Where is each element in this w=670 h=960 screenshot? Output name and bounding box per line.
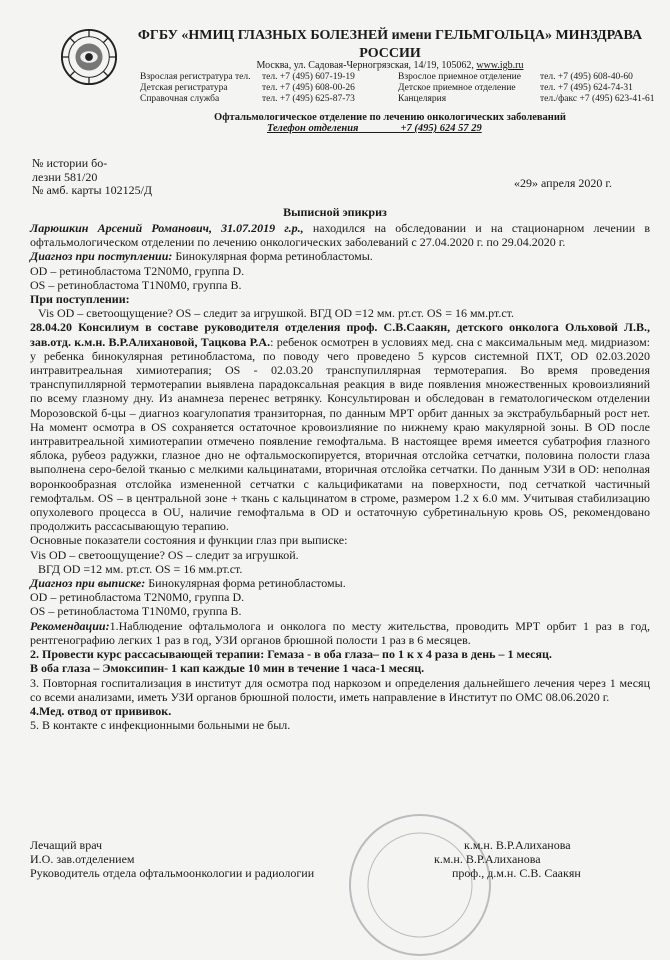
discharge-diagnosis-os: OS – ретинобластома T1N0M0, группа В. (30, 604, 242, 619)
recommendation-1 (30, 619, 650, 647)
recommendation-2b: В оба глаза – Эмоксипин- 1 кап каждые 10 мин в течение 1 часа-1 месяц. (30, 661, 425, 676)
contact-label: Взрослое приемное отделение (398, 72, 521, 82)
contact-row (140, 94, 355, 105)
contact-value: тел. +7 (495) 625-87-73 (262, 94, 355, 105)
contact-row (398, 94, 654, 105)
institution-address (120, 60, 660, 72)
patient-paragraph (30, 221, 650, 249)
patient-text: находился на обследовании и на стационарном лечении в офтальмологическом отделении по лечению онкологических заболеваний с 27.04.2020 г. по 29.04.2020 г. (30, 221, 651, 250)
contact-label: Детское приемное отделение (398, 83, 516, 94)
document-title: Выписной эпикриз (283, 205, 387, 219)
history-line-2: лезни 581/20 (32, 169, 98, 184)
contact-label: Канцелярия (398, 94, 447, 105)
on-admission-heading: При поступлении: (30, 292, 130, 307)
address-text: Москва, ул. Садовая-Черногрязская, 14/19, 105062, (256, 60, 477, 71)
patient-name: Ларюшкин Арсений Романович, 31.07.2019 г.р., (30, 221, 304, 235)
discharge-diagnosis-label: Диагноз при выписке: (30, 576, 146, 591)
document-date: «29» апреля 2020 г. (514, 176, 612, 190)
institute-logo-icon (60, 28, 118, 86)
contact-row (140, 72, 355, 83)
admission-diagnosis-os: OS – ретинобластома T1N0M0, группа В. (30, 277, 242, 292)
ambulatory-card-number: № амб. карты 102125/Д (32, 183, 153, 197)
contact-value: тел. +7 (495) 607-19-19 (262, 72, 355, 82)
discharge-diagnosis-text: Бинокулярная форма ретинобластомы. (145, 576, 346, 591)
admission-diagnosis (30, 249, 650, 263)
recommendations-label: Рекомендации: (30, 618, 110, 633)
department-phone (267, 123, 482, 134)
consilium-text: : ребенок осмотрен в условиях мед. сна с максимальным мед. мидриазом: у ребенка бинокулярная ретинобластома, по поводу чего проведено 5 курсов системной ПХТ, OD 02.03.2020 интравитреальная химиотерапия; OS - 02.03.20 транспупиллярная термотерапия. Во время проведения транспупиллярной термотерапии выявлена парадоксальная реакция в виде появления множественных кровоизлияний по всему глазному дну. Из анамнеза перенес ветрянку. Консультирован и обследован в гематологическом отделении Морозовской б-цы – диагноз коагулопатия транзиторная, по данным МРТ орбит данных за экстрабульбарный рост нет. На момент осмотра в OS сохраняется остаточное кровоизлияние по нижнему краю макулярной зоны. В OD после интравитреальной химиотерапии отмечено появление гемофтальма. В настоящее время имеется субатрофия глазного яблока, рубеоз радужки, глазное дно не офтальмоскопируется, вторичная отслойка сетчатки, половина полости глаза выполнена серо-белой тканью с мелкими кальцинатами, вторичная отслойка сетчатки. По данным УЗИ в OD: неполная воронкообразная отслойка измененной сетчатки с кальцификатами на поверхности, под сетчаткой частичный гемофтальм. OS – в центральной зоне + ткань с кальцинатом в строме, размером 1.2 x 6.0 мм. Учитывая стабилизацию опухолевого процесса в OU, наличие гемофтальма в OD и остаточную субретинальную кровь OS, рекомендовано продолжить рассасывающую терапию. (30, 334, 651, 534)
contact-label: Детская регистратура (140, 83, 228, 94)
phone-value: +7 (495) 624 57 29 (400, 123, 482, 134)
discharge-state-intro: Основные показатели состояния и функции глаз при выписке: (30, 533, 348, 548)
signature-roles (30, 838, 314, 881)
discharge-vis: Vis OD – светоощущение? OS – следит за игрушкой. (30, 547, 299, 562)
contact-value: тел. +7 (495) 608-40-60 (540, 72, 633, 82)
admission-diagnosis-od: OD – ретинобластома T2N0M0, группа D. (30, 263, 245, 278)
department-head-role: Руководитель отдела офтальмоонкологии и радиологии (30, 866, 315, 881)
institution-title (120, 27, 660, 63)
consilium-heading: 28.04.20 Консилиум в составе руководителя отделения проф. С.В.Саакян, детского онколога Ольховой Л.В., зав.отд. к.м.н. В.Р.Алихановой, Тацкова Р.А. (30, 320, 650, 349)
admission-diagnosis-text: Бинокулярная форма ретинобластомы. (172, 249, 373, 264)
discharge-diagnosis (30, 576, 650, 590)
contact-value: тел./факс +7 (495) 623-41-61 (540, 94, 655, 105)
phone-label: Телефон отделения (267, 123, 359, 134)
website-link[interactable]: www.igb.ru (476, 60, 524, 71)
department-name: Офтальмологическое отделение по лечению онкологических заболеваний (214, 112, 566, 123)
contact-row (140, 83, 355, 94)
attending-physician-role: Лечащий врач (30, 838, 103, 852)
on-admission-text: Vis OD – светоощущение? OS – следит за игрушкой. ВГД OD =12 мм. рт.ст. OS = 16 мм.рт.ст. (38, 306, 515, 321)
discharge-iop: ВГД OD =12 мм. рт.ст. OS = 16 мм.рт.ст. (38, 561, 243, 576)
recommendation-3: 3. Повторная госпитализация в институт для осмотра под наркозом и определения дальнейшего лечения через 1 месяц со всеми анализами, иметь УЗИ органов брюшной полости, иметь направление в Институт по ОМС 08.06.2020 г. (30, 675, 650, 704)
history-line-1: № истории бо- (32, 156, 108, 170)
contact-value: тел. +7 (495) 608-00-26 (262, 83, 355, 94)
on-admission-label (30, 292, 650, 306)
contacts-left (140, 72, 355, 106)
title-line-1: ФГБУ «НМИЦ ГЛАЗНЫХ БОЛЕЗНЕЙ имени ГЕЛЬМГОЛЬЦА» МИНЗДРАВА (137, 28, 643, 43)
acting-head-name: к.м.н. В.Р.Алиханова (434, 852, 541, 866)
recommendation-2: 2. Провести курс рассасывающей терапии: Гемаза - в оба глаза– по 1 к х 4 раза в день – 1 месяц. (30, 647, 552, 662)
recommendation-5: 5. В контакте с инфекционными больными не был. (30, 718, 291, 733)
contacts-right (398, 72, 654, 106)
contact-label: Взрослая регистратура тел. (140, 72, 251, 82)
acting-head-role: И.О. зав.отделением (30, 852, 135, 867)
document-body (30, 221, 650, 732)
department-head-name: проф., д.м.н. С.В. Саакян (452, 866, 581, 880)
attending-physician-name: к.м.н. В.Р.Алиханова (464, 838, 571, 852)
contact-value: тел. +7 (495) 624-74-31 (540, 83, 633, 94)
recommendation-1-text: 1.Наблюдение офтальмолога и онколога по месту жительства, проводить МРТ орбит 1 раз в год, рентгенографию легких 1 раз в год, УЗИ органов брюшной полости 1 раз в 6 месяцев. (30, 618, 650, 647)
contact-row (398, 72, 654, 83)
admission-diagnosis-label: Диагноз при поступлении: (30, 249, 173, 264)
title-line-2: РОССИИ (359, 46, 421, 61)
consilium-paragraph (30, 320, 650, 533)
recommendation-4: 4.Мед. отвод от прививок. (30, 703, 172, 718)
discharge-diagnosis-od: OD – ретинобластома T2N0M0, группа D. (30, 590, 245, 605)
history-block (32, 157, 152, 198)
contact-label: Справочная служба (140, 94, 220, 105)
contact-row (398, 83, 654, 94)
